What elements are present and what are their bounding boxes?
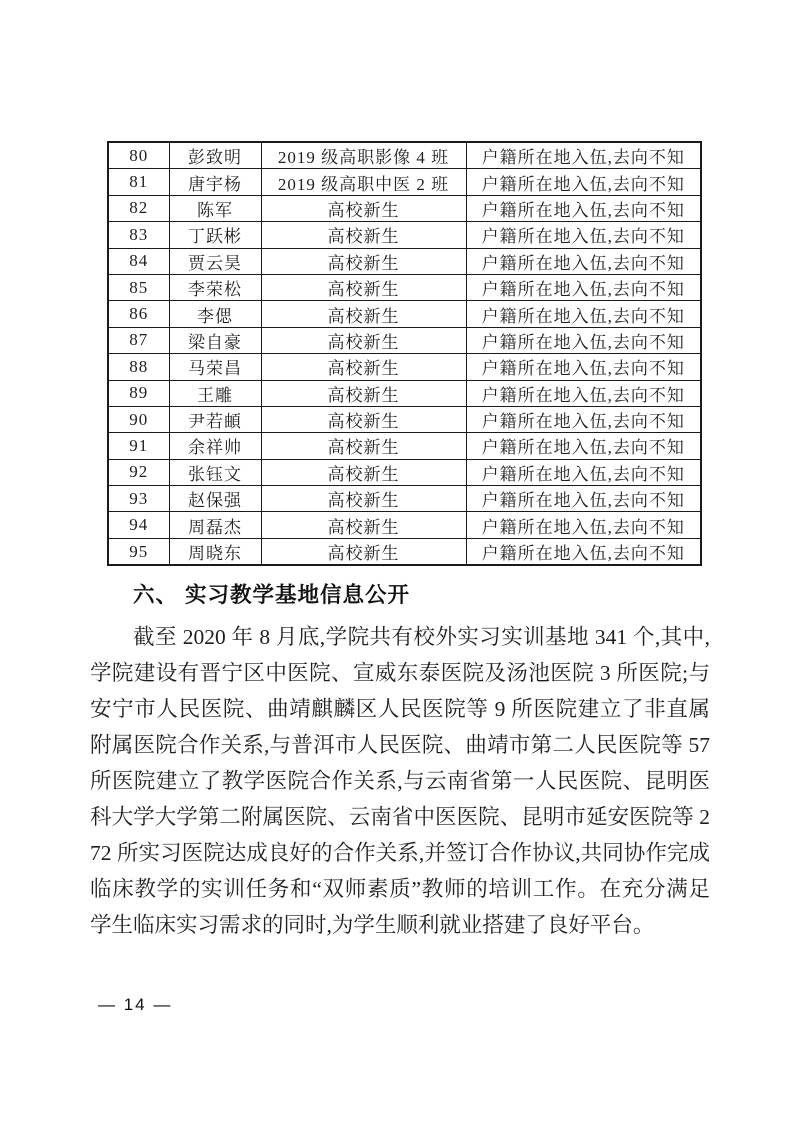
cell-status: 户籍所在地入伍,去向不知 [466, 538, 701, 565]
cell-class: 高校新生 [261, 195, 466, 221]
cell-student-name: 梁自豪 [169, 327, 261, 353]
table-row [108, 433, 701, 459]
cell-status: 户籍所在地入伍,去向不知 [466, 195, 701, 221]
cell-serial-number: 92 [108, 459, 169, 485]
table-row [108, 538, 701, 565]
cell-serial-number: 94 [108, 512, 169, 538]
cell-class: 2019 级高职中医 2 班 [261, 169, 466, 195]
cell-class: 高校新生 [261, 406, 466, 432]
table-row [108, 169, 701, 195]
table-row [108, 327, 701, 353]
cell-class: 高校新生 [261, 327, 466, 353]
table-row [108, 406, 701, 432]
cell-student-name: 彭致明 [169, 142, 261, 169]
cell-serial-number: 83 [108, 222, 169, 248]
cell-student-name: 唐宇杨 [169, 169, 261, 195]
cell-status: 户籍所在地入伍,去向不知 [466, 248, 701, 274]
cell-serial-number: 87 [108, 327, 169, 353]
cell-serial-number: 93 [108, 486, 169, 512]
cell-class: 高校新生 [261, 459, 466, 485]
roster-table-section [107, 141, 702, 566]
cell-student-name: 张钰文 [169, 459, 261, 485]
cell-status: 户籍所在地入伍,去向不知 [466, 512, 701, 538]
cell-class: 高校新生 [261, 512, 466, 538]
cell-class: 高校新生 [261, 248, 466, 274]
cell-student-name: 李荣松 [169, 274, 261, 300]
section-heading: 六、 实习教学基地信息公开 [133, 583, 410, 607]
cell-serial-number: 90 [108, 406, 169, 432]
cell-serial-number: 82 [108, 195, 169, 221]
cell-status: 户籍所在地入伍,去向不知 [466, 459, 701, 485]
cell-student-name: 周磊杰 [169, 512, 261, 538]
cell-student-name: 周晓东 [169, 538, 261, 565]
cell-serial-number: 89 [108, 380, 169, 406]
cell-status: 户籍所在地入伍,去向不知 [466, 301, 701, 327]
internship-base-section [90, 582, 710, 943]
cell-student-name: 李偲 [169, 301, 261, 327]
cell-student-name: 赵保强 [169, 486, 261, 512]
cell-serial-number: 86 [108, 301, 169, 327]
table-row [108, 301, 701, 327]
section-paragraph: 截至 2020 年 8 月底,学院共有校外实习实训基地 341 个,其中,学院建设有晋宁区中医院、宣威东泰医院及汤池医院 3 所医院;与安宁市人民医院、曲靖麒麟区人民医院等 9 所医院建立了非直属附属医院合作关系,与普洱市人民医院、曲靖市第二人民医院等 57 所医院建立了教学医院合作关系,与云南省第一人民医院、昆明医科大学大学第二附属医院、云南省中医医院、昆明市延安医院等 272 所实习医院达成良好的合作关系,并签订合作协议,共同协作完成临床教学的实训任务和“双师素质”教师的培训工作。在充分满足学生临床实习需求的同时,为学生顺利就业搭建了良好平台。 [90, 625, 710, 937]
cell-status: 户籍所在地入伍,去向不知 [466, 274, 701, 300]
cell-status: 户籍所在地入伍,去向不知 [466, 169, 701, 195]
cell-student-name: 马荣昌 [169, 354, 261, 380]
cell-class: 高校新生 [261, 222, 466, 248]
cell-status: 户籍所在地入伍,去向不知 [466, 433, 701, 459]
cell-student-name: 尹若頔 [169, 406, 261, 432]
table-row [108, 380, 701, 406]
cell-status: 户籍所在地入伍,去向不知 [466, 327, 701, 353]
cell-status: 户籍所在地入伍,去向不知 [466, 486, 701, 512]
enlistment-roster-table [107, 141, 702, 566]
table-row [108, 222, 701, 248]
cell-class: 高校新生 [261, 301, 466, 327]
cell-serial-number: 81 [108, 169, 169, 195]
cell-student-name: 贾云昊 [169, 248, 261, 274]
cell-class: 高校新生 [261, 274, 466, 300]
page-number: — 14 — [98, 995, 173, 1014]
table-row [108, 274, 701, 300]
cell-student-name: 余祥帅 [169, 433, 261, 459]
table-row [108, 354, 701, 380]
table-row [108, 248, 701, 274]
cell-serial-number: 95 [108, 538, 169, 565]
table-row [108, 459, 701, 485]
cell-class: 高校新生 [261, 380, 466, 406]
cell-serial-number: 84 [108, 248, 169, 274]
cell-class: 高校新生 [261, 538, 466, 565]
cell-status: 户籍所在地入伍,去向不知 [466, 406, 701, 432]
cell-serial-number: 80 [108, 142, 169, 169]
cell-class: 高校新生 [261, 433, 466, 459]
cell-class: 高校新生 [261, 486, 466, 512]
cell-student-name: 王雕 [169, 380, 261, 406]
table-row [108, 142, 701, 169]
cell-status: 户籍所在地入伍,去向不知 [466, 354, 701, 380]
cell-serial-number: 85 [108, 274, 169, 300]
cell-status: 户籍所在地入伍,去向不知 [466, 142, 701, 169]
cell-student-name: 丁跃彬 [169, 222, 261, 248]
roster-table-body [108, 142, 701, 565]
table-row [108, 195, 701, 221]
cell-class: 2019 级高职影像 4 班 [261, 142, 466, 169]
cell-serial-number: 88 [108, 354, 169, 380]
cell-student-name: 陈军 [169, 195, 261, 221]
table-row [108, 512, 701, 538]
cell-class: 高校新生 [261, 354, 466, 380]
cell-serial-number: 91 [108, 433, 169, 459]
cell-status: 户籍所在地入伍,去向不知 [466, 222, 701, 248]
cell-status: 户籍所在地入伍,去向不知 [466, 380, 701, 406]
table-row [108, 486, 701, 512]
